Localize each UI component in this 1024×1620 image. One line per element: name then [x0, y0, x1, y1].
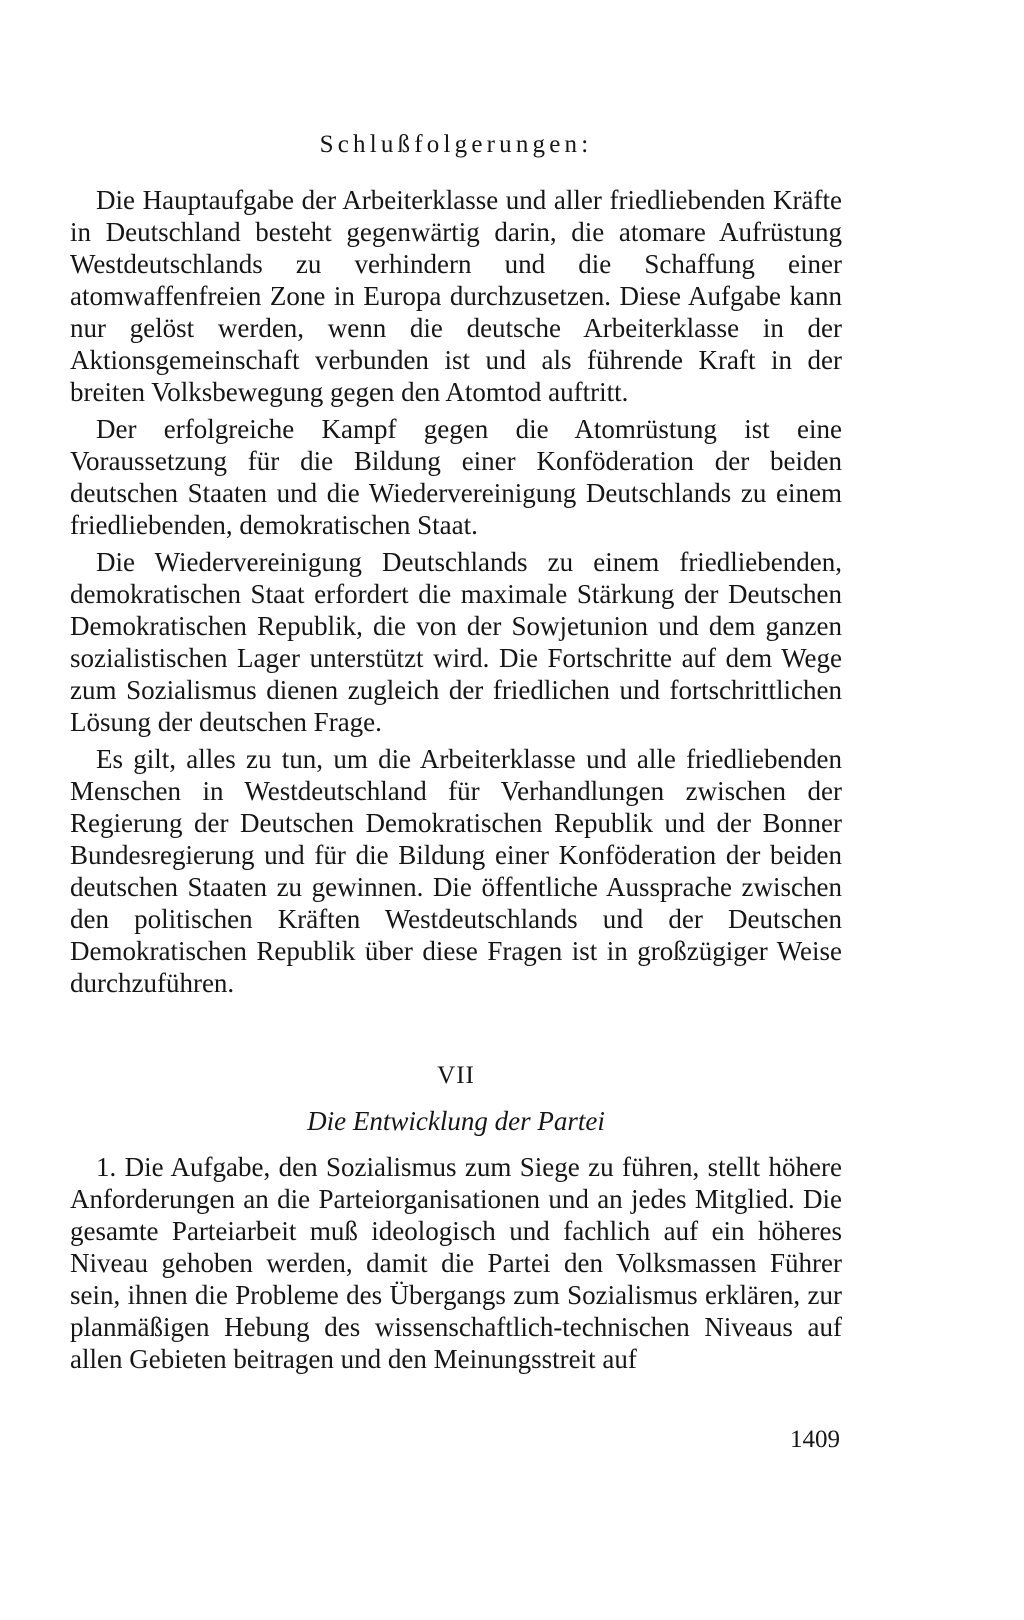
paragraph: Die Wiedervereinigung Deutschlands zu einem friedliebenden, demokratischen Staat erfordert die maximale Stärkung der Deutschen Demokratischen Republik, die von der Sowjetunion und dem ganzen sozialistischen Lager unterstützt wird. Die Fortschritte auf dem Wege zum Sozialismus dienen zugleich der friedlichen und fortschrittlichen Lösung der deutschen Frage.	[70, 547, 842, 737]
paragraph: 1. Die Aufgabe, den Sozialismus zum Siege zu führen, stellt höhere Anforderungen an die Parteiorganisationen und an jedes Mitglied. Die gesamte Parteiarbeit muß ideologisch und fachlich auf ein höheres Niveau gehoben werden, damit die Partei den Volksmassen Führer sein, ihnen die Probleme des Übergangs zum Sozialismus erklären, zur planmäßigen Hebung des wissenschaftlich-technischen Niveaus auf allen Gebieten beitragen und den Meinungsstreit auf	[70, 1152, 842, 1374]
paragraph: Der erfolgreiche Kampf gegen die Atomrüstung ist eine Voraussetzung für die Bildung einer Konföderation der beiden deutschen Staaten und die Wiedervereinigung Deutschlands zu einem friedliebenden, demokratischen Staat.	[70, 414, 842, 540]
conclusions-heading: Schlußfolgerungen:	[319, 131, 593, 158]
paragraph: Es gilt, alles zu tun, um die Arbeiterklasse und alle friedliebenden Menschen in Westdeutschland für Verhandlungen zwischen der Regierung der Deutschen Demokratischen Republik und der Bonner Bundesregierung und für die Bildung einer Konföderation der beiden deutschen Staaten zu gewinnen. Die öffentliche Aussprache zwischen den politischen Kräften Westdeutschlands und der Deutschen Demokratischen Republik über diese Fragen ist in großzügiger Weise durchzuführen.	[70, 744, 842, 998]
section-title: Die Entwicklung der Partei	[307, 1106, 605, 1136]
document-page	[70, 128, 842, 1380]
paragraph: Die Hauptaufgabe der Arbeiterklasse und aller friedliebenden Kräfte in Deutschland besteht gegenwärtig darin, die atomare Aufrüstung Westdeutschlands zu verhindern und die Schaffung einer atomwaffenfreien Zone in Europa durchzusetzen. Diese Aufgabe kann nur gelöst werden, wenn die deutsche Arbeiterklasse in der Aktionsgemeinschaft verbunden ist und als führende Kraft in der breiten Volksbewegung gegen den Atomtod auftritt.	[70, 185, 842, 407]
section-numeral: VII	[437, 1062, 475, 1089]
page-number: 1409	[790, 1426, 840, 1453]
